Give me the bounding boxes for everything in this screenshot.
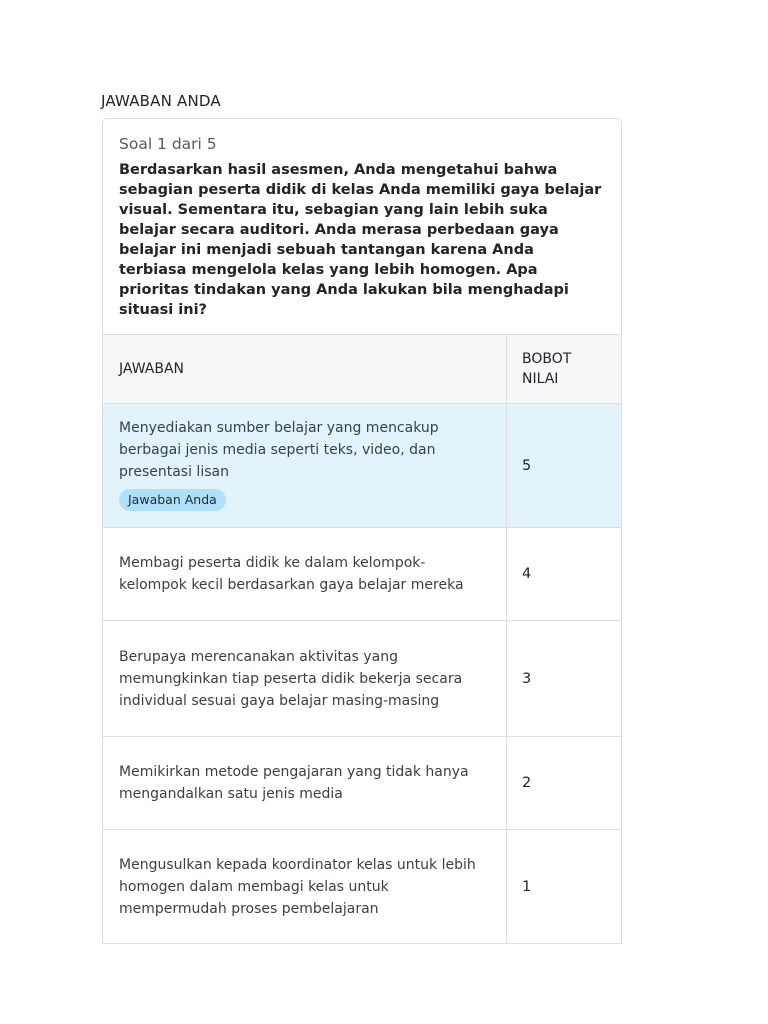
header-answer: JAWABAN: [103, 335, 507, 404]
table-row: [103, 737, 621, 830]
question-header: [103, 119, 621, 335]
weight-cell: 4: [507, 528, 622, 621]
table-row: [103, 830, 621, 944]
weight-cell: 2: [507, 737, 622, 830]
table-row: [103, 528, 621, 621]
table-row-selected: [103, 404, 621, 528]
answer-cell: Berupaya merencanakan aktivitas yang memungkinkan tiap peserta didik bekerja secara individual sesuai gaya belajar masing-masing: [103, 621, 507, 737]
section-title: JAWABAN ANDA: [101, 92, 221, 110]
answer-table: [103, 335, 621, 943]
answer-cell: Membagi peserta didik ke dalam kelompok-kelompok kecil berdasarkan gaya belajar mereka: [103, 528, 507, 621]
answer-text: Menyediakan sumber belajar yang mencakup berbagai jenis media seperti teks, video, dan presentasi lisan: [119, 419, 439, 480]
answer-cell: [103, 404, 507, 528]
table-header-row: [103, 335, 621, 404]
question-card: [102, 118, 622, 944]
table-row: [103, 621, 621, 737]
question-text: Berdasarkan hasil asesmen, Anda mengetahui bahwa sebagian peserta didik di kelas Anda memiliki gaya belajar visual. Sementara itu, sebagian yang lain lebih suka belajar secara auditori. Anda merasa perbedaan gaya belajar ini menjadi sebuah tantangan karena Anda terbiasa mengelola kelas yang lebih homogen. Apa prioritas tindakan yang Anda lakukan bila menghadapi situasi ini?: [119, 162, 602, 318]
question-counter: Soal 1 dari 5: [119, 135, 217, 153]
weight-cell: 1: [507, 830, 622, 944]
answer-cell: Memikirkan metode pengajaran yang tidak hanya mengandalkan satu jenis media: [103, 737, 507, 830]
weight-cell: 3: [507, 621, 622, 737]
header-weight: BOBOT NILAI: [507, 335, 622, 404]
your-answer-badge: Jawaban Anda: [119, 489, 226, 511]
weight-cell: 5: [507, 404, 622, 528]
answer-cell: Mengusulkan kepada koordinator kelas untuk lebih homogen dalam membagi kelas untuk mempermudah proses pembelajaran: [103, 830, 507, 944]
